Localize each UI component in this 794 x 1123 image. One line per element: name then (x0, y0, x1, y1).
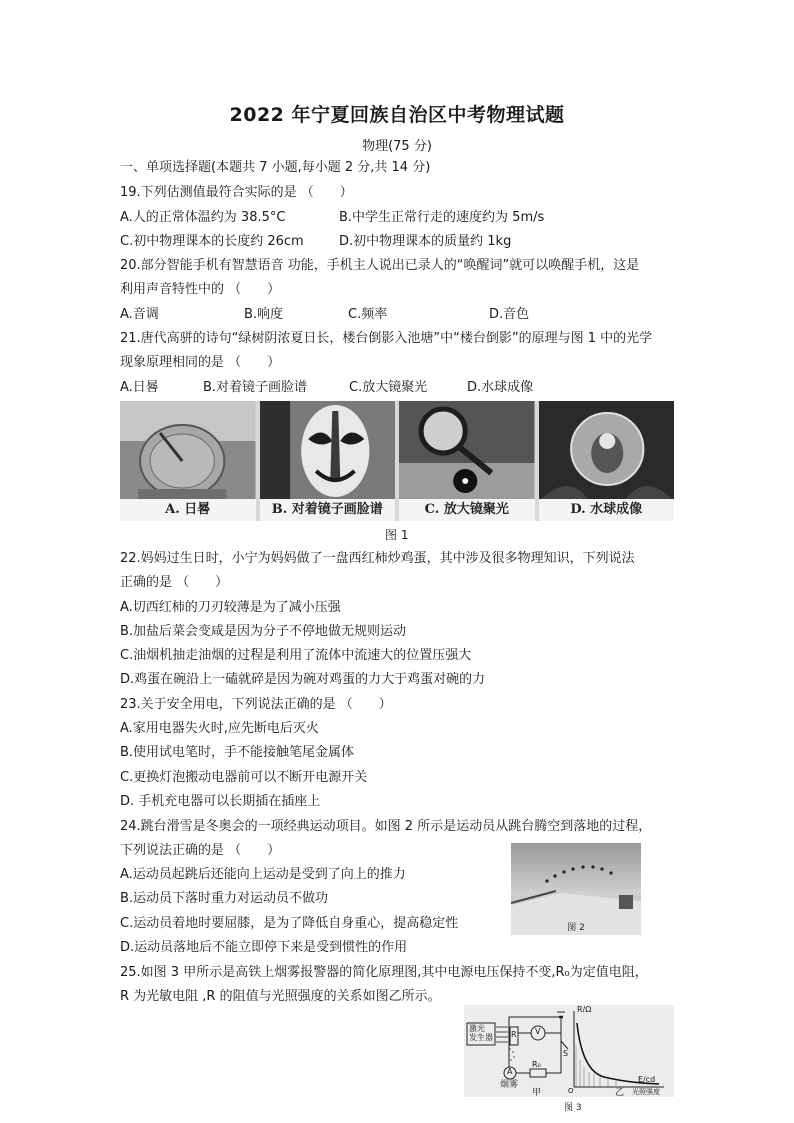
q21-stem-line1: 21.唐代高骈的诗句“绿树阴浓夏日长，楼台倒影入池塘”中“楼台倒影”的原理与图 1 中的光学 (120, 331, 653, 346)
q23-stem: 23.关于安全用电，下列说法正确的是 （ ） (120, 697, 392, 712)
q19-option-b: B.中学生正常行走的速度约为 5m/s (339, 210, 545, 225)
q23-option-b: B.使用试电笔时，手不能接触笔尾金属体 (120, 745, 355, 760)
y-axis-label: R/Ω (577, 1005, 592, 1014)
q20-option-d: D.音色 (489, 307, 530, 322)
q25-stem-line1: 25.如图 3 甲所示是高铁上烟雾报警器的简化原理图,其中电源电压保持不变,R₀为定值电阻， (120, 965, 648, 980)
q22-stem-line1: 22.妈妈过生日时，小宁为妈妈做了一盘西红柿炒鸡蛋，其中涉及很多物理知识，下列说法 (120, 551, 635, 566)
q24-option-c: C.运动员着地时要屈膝，是为了降低自身重心，提高稳定性 (120, 916, 459, 931)
q25-stem-line2: R 为光敏电阻 ,R 的阻值与光照强度的关系如图乙所示。 (120, 989, 441, 1004)
water-ball-photo (539, 401, 675, 521)
q19-option-c: C.初中物理课本的长度约 26cm (120, 234, 304, 249)
q24-option-b: B.运动员下落时重力对运动员不做功 (120, 891, 329, 906)
q23-option-d: D. 手机充电器可以长期插在插座上 (120, 794, 321, 809)
figure-2-label: 图 2 (567, 923, 585, 933)
q24-option-d: D.运动员落地后不能立即停下来是受到惯性的作用 (120, 940, 408, 955)
mirror-face-painting-photo (260, 401, 396, 521)
sundial-photo (120, 401, 256, 521)
graph-yi-label: 乙 (615, 1088, 625, 1098)
figure-3-label: 图 3 (564, 1103, 582, 1113)
q20-option-b: B.响度 (244, 307, 284, 322)
q22-option-b: B.加盐后菜会变咸是因为分子不停地做无规则运动 (120, 624, 407, 639)
figure-1-caption-b: B. 对着镜子画脸谱 (260, 499, 396, 521)
smoke-label: 烟雾 (500, 1080, 519, 1090)
q22-stem-line2: 正确的是 （ ） (120, 575, 229, 590)
laser-label: 激光 发生器 (469, 1024, 493, 1042)
q21-option-d: D.水球成像 (467, 380, 534, 395)
figure-1-caption-c: C. 放大镜聚光 (399, 499, 535, 521)
diagram-jia-label: 甲 (532, 1088, 542, 1098)
q21-option-b: B.对着镜子画脸谱 (203, 380, 308, 395)
q20-stem-line2: 利用声音特性中的 （ ） (120, 282, 281, 297)
q23-option-c: C.更换灯泡搬动电器前可以不断开电源开关 (120, 770, 368, 785)
q20-option-a: A.音调 (120, 307, 159, 322)
figure-1-caption-a: A. 日晷 (120, 499, 256, 521)
r0-label: R₀ (532, 1060, 541, 1069)
q22-option-a: A.切西红柿的刀刃较薄是为了减小压强 (120, 600, 341, 615)
sundial-illustration (120, 401, 256, 501)
q21-stem-line2: 现象原理相同的是 （ ） (120, 355, 281, 370)
page-title: 2022 年宁夏回族自治区中考物理试题 (229, 104, 565, 126)
q19-stem: 19.下列估测值最符合实际的是 （ ） (120, 185, 353, 200)
figure-3-diagram (464, 1005, 674, 1097)
q21-option-c: C.放大镜聚光 (349, 380, 428, 395)
page-subtitle: 物理(75 分) (362, 139, 432, 154)
origin-label: O (568, 1087, 574, 1095)
q24-option-a: A.运动员起跳后还能向上运动是受到了向上的推力 (120, 867, 406, 882)
q20-option-c: C.频率 (348, 307, 388, 322)
q24-stem-line1: 24.跳台滑雪是冬奥会的一项经典运动项目。如图 2 所示是运动员从跳台腾空到落地的过程， (120, 819, 652, 834)
q23-option-a: A.家用电器失火时,应先断电后灭火 (120, 721, 319, 736)
q19-option-a: A.人的正常体温约为 38.5°C (120, 210, 286, 225)
water-ball-illustration (539, 401, 675, 501)
q22-option-c: C.油烟机抽走油烟的过程是利用了流体中流速大的位置压强大 (120, 648, 472, 663)
figure-2-ski-jump-photo (511, 843, 641, 935)
x-axis-label: E/cd (638, 1075, 656, 1084)
q19-option-d: D.初中物理课本的质量约 1kg (339, 234, 512, 249)
ammeter-label: A (507, 1067, 513, 1076)
voltmeter-label: V (535, 1027, 541, 1036)
section-heading: 一、单项选择题(本题共 7 小题,每小题 2 分,共 14 分) (120, 160, 431, 175)
figure-1-label: 图 1 (385, 528, 409, 542)
q20-stem-line1: 20.部分智能手机有智慧语音 功能，手机主人说出已录人的“唤醒词”就可以唤醒手机，这是 (120, 258, 640, 273)
x-axis-caption: 光照强度 (632, 1088, 660, 1096)
resistor-r-label: R (511, 1030, 517, 1039)
q21-option-a: A.日晷 (120, 380, 159, 395)
figure-1-photo-strip (120, 401, 674, 521)
figure-1-caption-d: D. 水球成像 (539, 499, 675, 521)
face-mask-illustration (260, 401, 396, 501)
switch-s-label: S (563, 1049, 569, 1058)
q24-stem-line2: 下列说法正确的是 （ ） (120, 843, 281, 858)
magnifier-photo (399, 401, 535, 521)
q22-option-d: D.鸡蛋在碗沿上一磕就碎是因为碗对鸡蛋的力大于鸡蛋对碗的力 (120, 672, 486, 687)
magnifier-illustration (399, 401, 535, 501)
